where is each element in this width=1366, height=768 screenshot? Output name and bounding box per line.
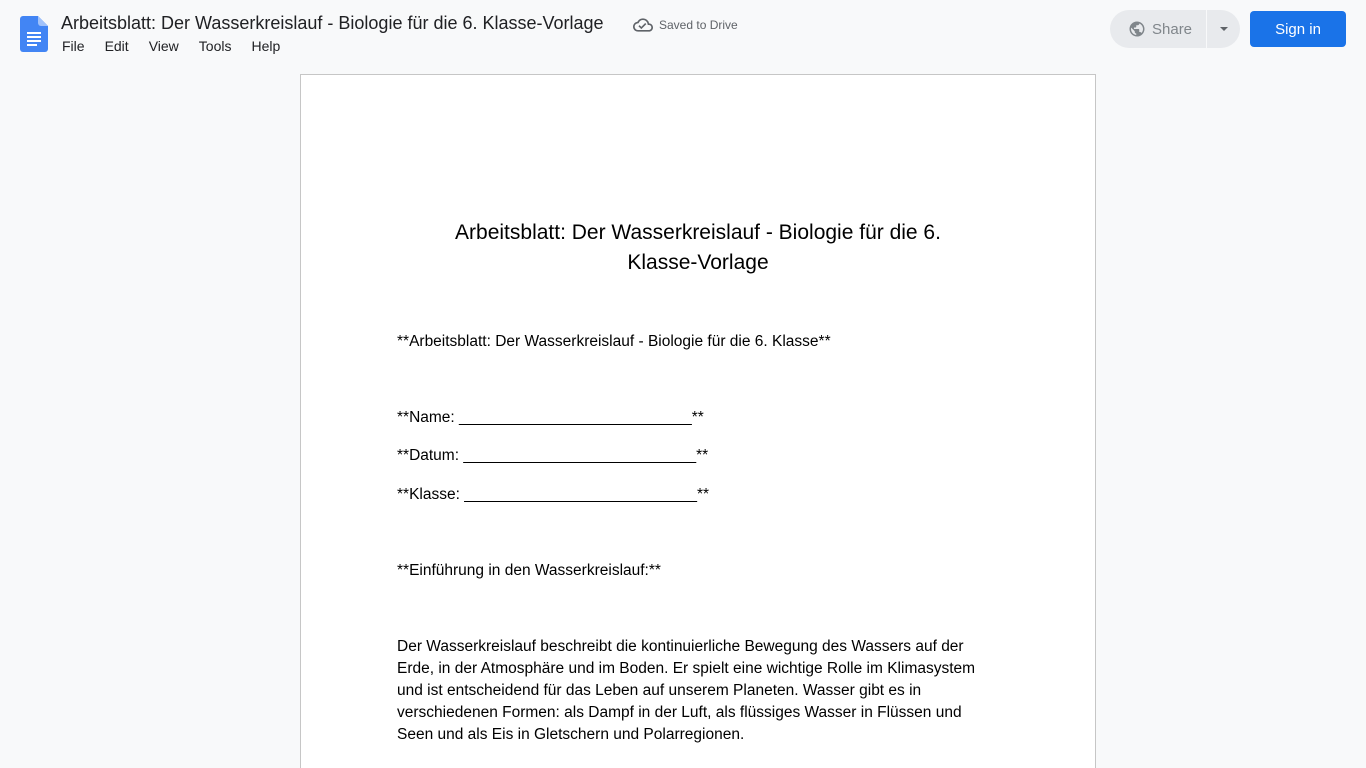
share-button[interactable] (1110, 10, 1206, 48)
share-label: Share (1152, 20, 1193, 38)
menu-bar (52, 36, 290, 56)
document-heading (397, 218, 999, 278)
menu-tools[interactable]: Tools (198, 38, 232, 54)
share-group (1110, 10, 1240, 48)
class-field: **Klasse: ___________________________** (397, 486, 710, 503)
document-page[interactable] (300, 74, 1096, 768)
share-dropdown-button[interactable] (1206, 10, 1240, 48)
worksheet-subtitle: **Arbeitsblatt: Der Wasserkreislauf - Biologie für die 6. Klasse** (397, 333, 831, 350)
menu-help[interactable]: Help (251, 38, 281, 54)
document-title[interactable]: Arbeitsblatt: Der Wasserkreislauf - Biologie für die 6. Klasse-Vorlage (61, 13, 604, 33)
globe-icon (1128, 20, 1146, 38)
menu-file[interactable]: File (62, 38, 85, 54)
docs-logo-icon[interactable] (20, 16, 48, 52)
cloud-done-icon (633, 15, 653, 35)
sign-in-button[interactable]: Sign in (1250, 11, 1346, 47)
date-field: **Datum: ___________________________** (397, 447, 709, 464)
app-header (0, 0, 1366, 64)
save-status-label: Saved to Drive (659, 18, 738, 32)
intro-paragraph: Der Wasserkreislauf beschreibt die kontinuierliche Bewegung des Wassers auf der Erde, in der Atmosphäre und im Boden. Er spielt eine wichtige Rolle im Klimasystem und ist entscheidend für das Leben auf unserem Planeten. Wasser gibt es in verschiedenen Formen: als Dampf in der Luft, als flüssiges Wasser in Flüssen und Seen und als Eis in Gletschern und Polarregionen. (397, 638, 976, 743)
menu-view[interactable]: View (148, 38, 179, 54)
menu-edit[interactable]: Edit (104, 38, 129, 54)
intro-heading: **Einführung in den Wasserkreislauf:** (397, 562, 661, 579)
caret-down-icon (1218, 23, 1230, 35)
heading-line-1: Arbeitsblatt: Der Wasserkreislauf - Biologie für die 6. (455, 221, 941, 244)
heading-line-2: Klasse-Vorlage (627, 251, 769, 274)
name-field: **Name: ___________________________** (397, 409, 704, 426)
save-status[interactable] (633, 15, 738, 35)
